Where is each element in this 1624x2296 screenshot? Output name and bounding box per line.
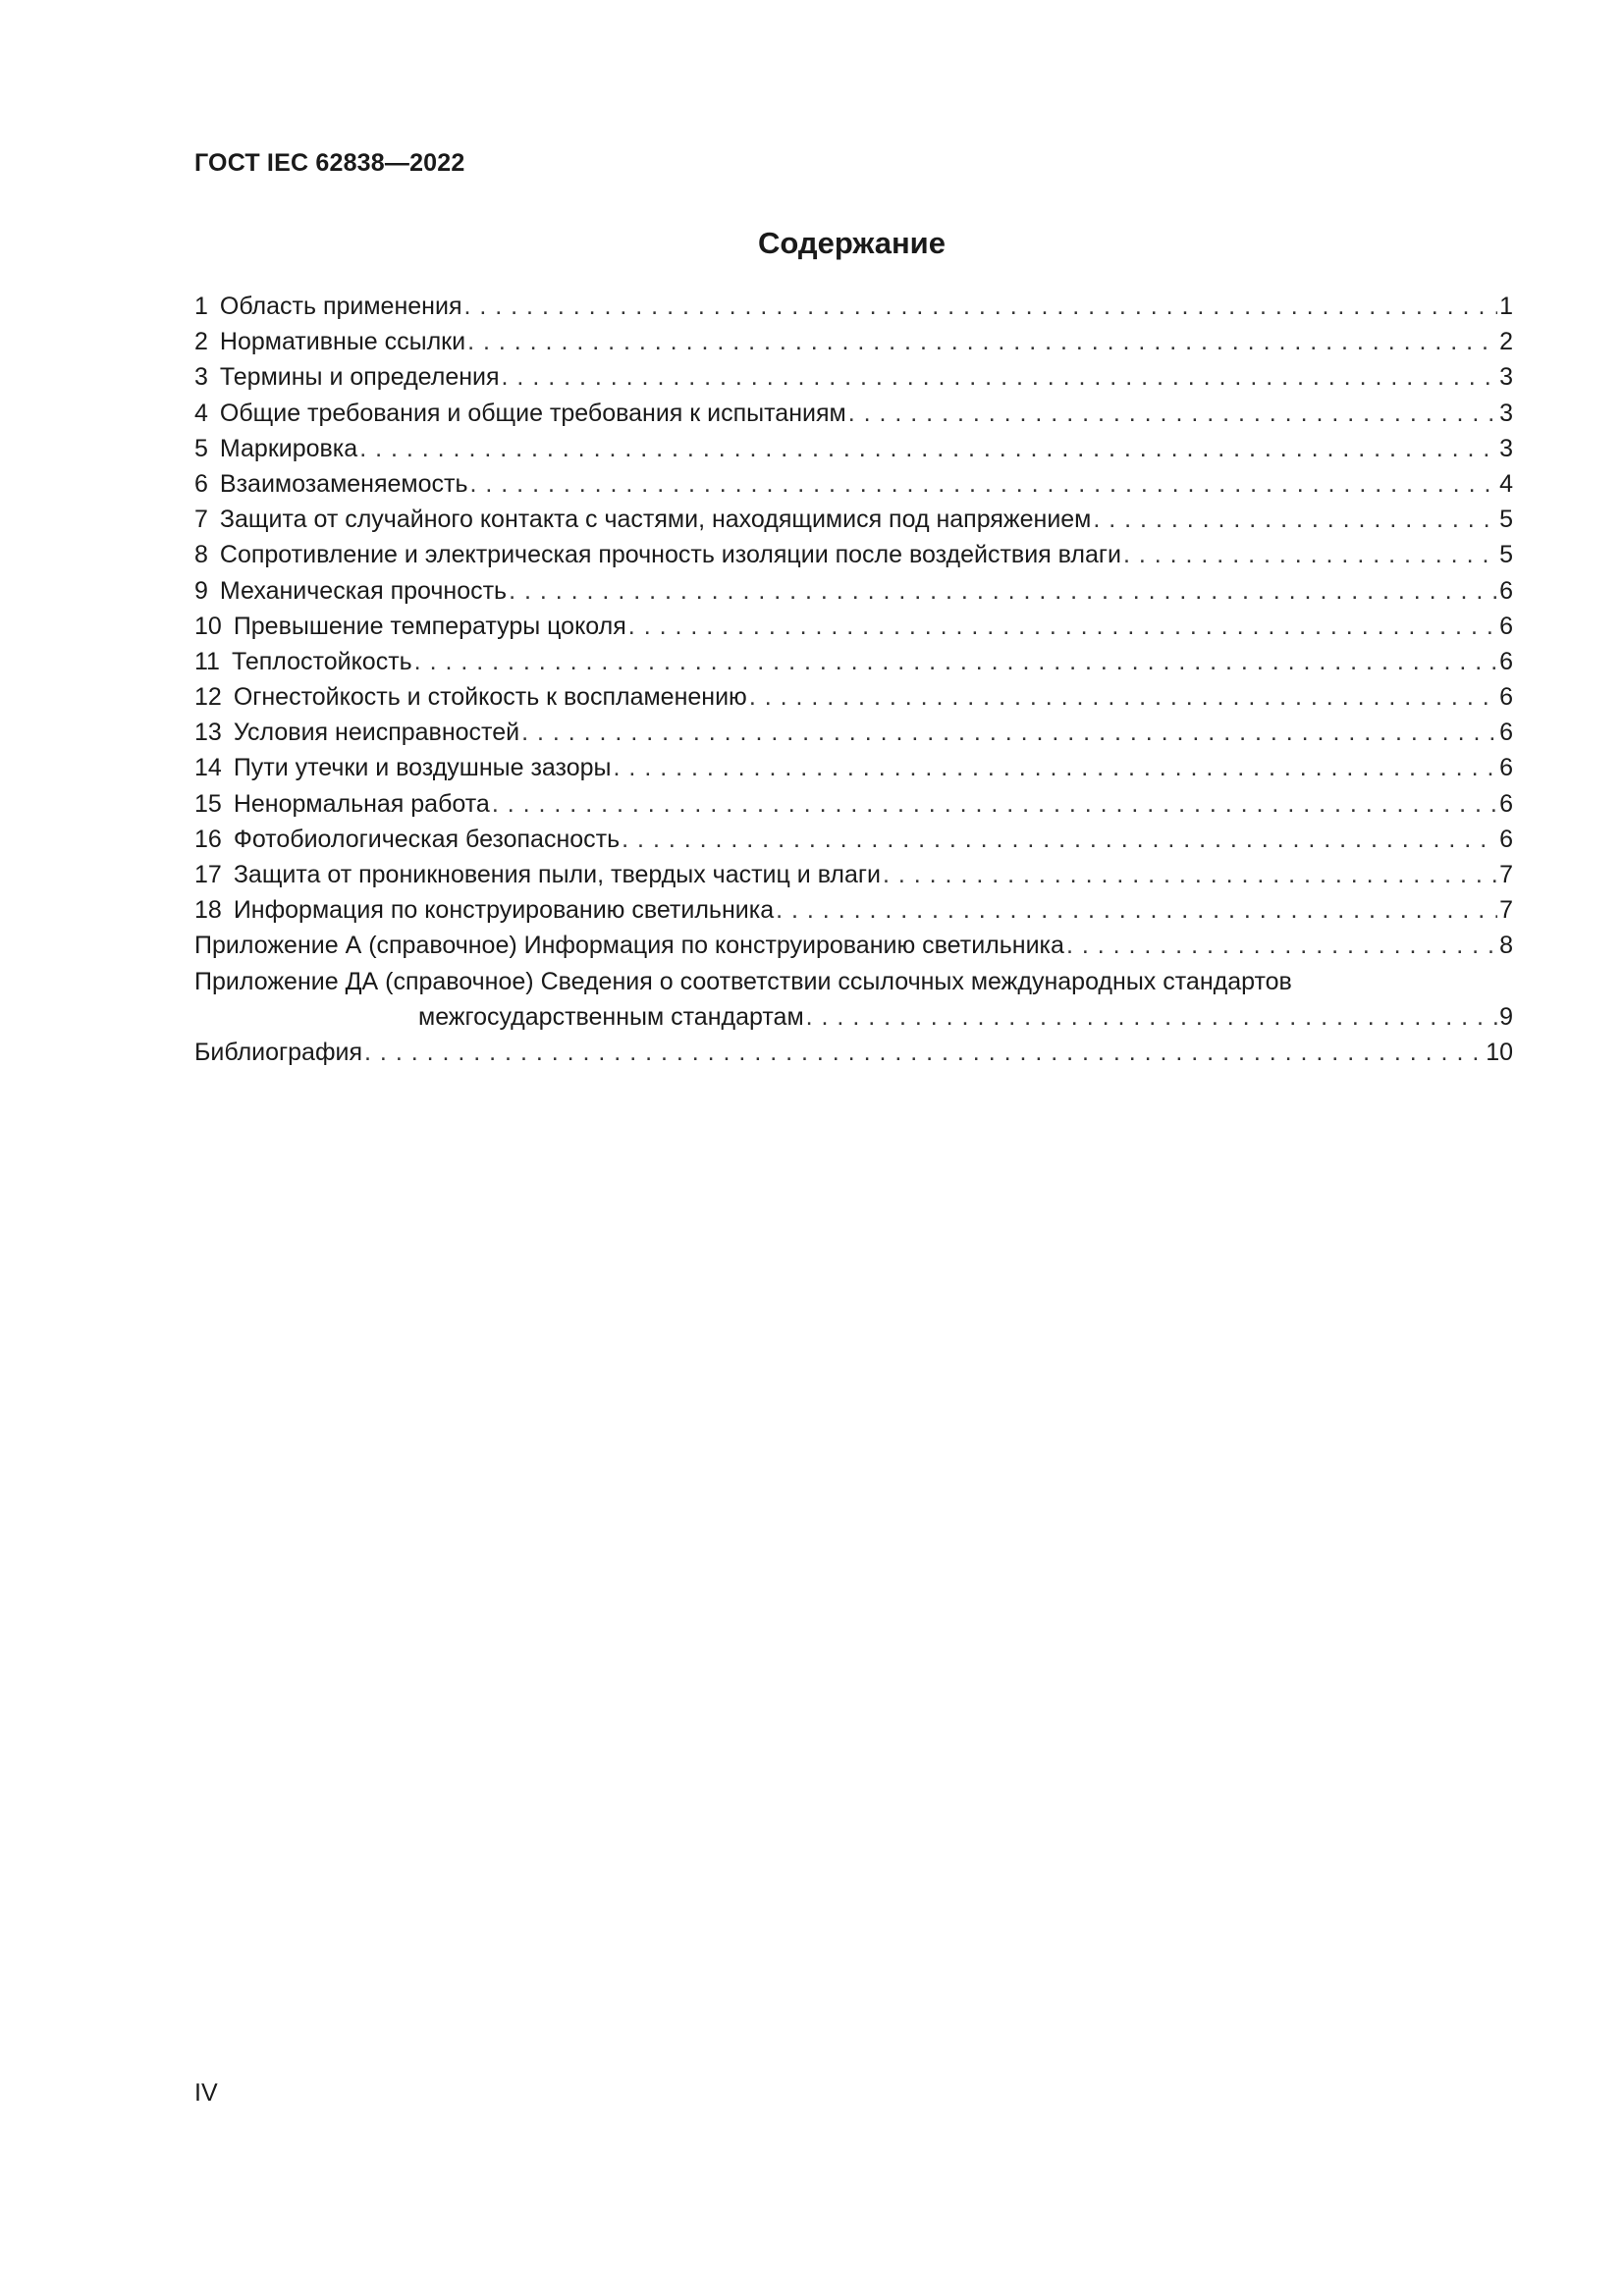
toc-entry-number: 16 xyxy=(194,825,222,853)
toc-entry-page: 6 xyxy=(1499,576,1513,605)
toc-entry-label: Термины и определения xyxy=(219,363,500,392)
toc-entry-number: 13 xyxy=(194,719,222,747)
toc-entry-label: Библиография xyxy=(194,1038,363,1066)
toc-entry-page: 6 xyxy=(1499,789,1513,818)
leader-dots xyxy=(502,359,1498,395)
toc-entry-page: 6 xyxy=(1499,612,1513,640)
toc-entry-page: 3 xyxy=(1499,363,1513,392)
toc-entry-number: 12 xyxy=(194,683,222,712)
toc-entry[interactable] xyxy=(194,750,1513,785)
toc-entry-page: 5 xyxy=(1499,541,1513,569)
toc-entry-label: Превышение температуры цоколя xyxy=(233,612,626,640)
toc-entry-label-continued: межгосударственным стандартам xyxy=(418,1002,804,1031)
toc-entry-label: Область применения xyxy=(219,293,462,320)
toc-entry[interactable] xyxy=(194,644,1513,679)
leader-dots xyxy=(614,750,1498,785)
toc-entry[interactable] xyxy=(194,502,1513,537)
toc-entry[interactable] xyxy=(194,537,1513,572)
toc-entry-page: 6 xyxy=(1499,647,1513,675)
leader-dots xyxy=(622,822,1497,857)
toc-entry[interactable] xyxy=(194,715,1513,750)
toc-entry-label: Маркировка xyxy=(219,434,358,462)
leader-dots xyxy=(628,609,1497,644)
leader-dots xyxy=(1123,537,1497,572)
toc-entry-label: Огнестойкость и стойкость к воспламенению xyxy=(233,683,747,712)
leader-dots xyxy=(749,679,1497,715)
toc-entry-number: 2 xyxy=(194,328,208,356)
toc-title: Содержание xyxy=(758,226,946,260)
toc-entry-number: 15 xyxy=(194,789,222,818)
toc-entry-number: 8 xyxy=(194,541,208,569)
toc-entry-number: 9 xyxy=(194,576,208,605)
toc-entry-page: 6 xyxy=(1499,754,1513,782)
toc-entry-label: Приложение ДА (справочное) Сведения о соответствии ссылочных международных стандартов xyxy=(194,967,1292,995)
toc-entry[interactable] xyxy=(194,786,1513,822)
toc-entry[interactable] xyxy=(194,892,1513,928)
toc-entry-number: 6 xyxy=(194,469,208,498)
toc-entry[interactable] xyxy=(194,857,1513,892)
toc-entry-number: 3 xyxy=(194,363,208,392)
toc-entry-page: 3 xyxy=(1499,399,1513,427)
toc-entry-number: 14 xyxy=(194,754,222,782)
toc-entry-number: 7 xyxy=(194,506,208,534)
toc-entry-number: 4 xyxy=(194,399,208,427)
table-of-contents xyxy=(194,289,1513,1070)
leader-dots xyxy=(414,644,1497,679)
leader-dots xyxy=(521,715,1497,750)
toc-entry-number: 10 xyxy=(194,612,222,640)
toc-entry-page: 6 xyxy=(1499,825,1513,853)
toc-entry[interactable] xyxy=(194,609,1513,644)
toc-entry[interactable] xyxy=(194,466,1513,502)
toc-entry-label: Приложение А (справочное) Информация по конструированию светильника xyxy=(194,932,1064,960)
toc-entry-number: 17 xyxy=(194,861,222,888)
toc-entry-page: 7 xyxy=(1499,861,1513,888)
toc-entry-page: 7 xyxy=(1499,896,1513,925)
leader-dots xyxy=(806,999,1497,1035)
leader-dots xyxy=(470,466,1498,502)
leader-dots xyxy=(492,786,1497,822)
toc-entry[interactable] xyxy=(194,573,1513,609)
toc-entry-label: Ненормальная работа xyxy=(233,789,490,818)
leader-dots xyxy=(509,573,1497,609)
toc-entry-page: 3 xyxy=(1499,434,1513,462)
leader-dots xyxy=(463,289,1497,324)
toc-entry[interactable] xyxy=(194,822,1513,857)
toc-entry-annex-da-line1[interactable] xyxy=(194,964,1513,999)
toc-entry[interactable] xyxy=(194,431,1513,466)
toc-entry-label: Теплостойкость xyxy=(231,647,412,675)
toc-entry-number: 1 xyxy=(194,293,208,320)
toc-entry-page: 6 xyxy=(1499,719,1513,747)
toc-entry-label: Взаимозаменяемость xyxy=(219,469,468,498)
toc-entry-bibliography[interactable] xyxy=(194,1035,1513,1070)
toc-entry-page: 5 xyxy=(1499,506,1513,534)
leader-dots xyxy=(776,892,1497,928)
toc-entry-label: Общие требования и общие требования к испытаниям xyxy=(219,399,846,427)
toc-entry-number: 11 xyxy=(194,647,220,675)
toc-entry-number: 5 xyxy=(194,434,208,462)
toc-entry-label: Механическая прочность xyxy=(219,576,508,605)
toc-entry-label: Фотобиологическая безопасность xyxy=(233,825,621,853)
toc-entry-annex-a[interactable] xyxy=(194,928,1513,963)
toc-entry-label: Сопротивление и электрическая прочность изоляции после воздействия влаги xyxy=(219,541,1121,569)
leader-dots xyxy=(359,431,1497,466)
leader-dots xyxy=(848,396,1497,431)
toc-entry-page: 10 xyxy=(1486,1038,1513,1066)
toc-entry[interactable] xyxy=(194,359,1513,395)
leader-dots xyxy=(364,1035,1484,1070)
page-number: IV xyxy=(194,2079,218,2107)
toc-entry-label: Условия неисправностей xyxy=(233,719,520,747)
toc-entry-page: 9 xyxy=(1499,1002,1513,1031)
toc-entry-label: Защита от проникновения пыли, твердых частиц и влаги xyxy=(233,861,881,888)
leader-dots xyxy=(1066,928,1497,963)
toc-entry-number: 18 xyxy=(194,896,222,925)
toc-entry[interactable] xyxy=(194,396,1513,431)
toc-entry-label: Защита от случайного контакта с частями, находящимися под напряжением xyxy=(219,506,1092,534)
toc-entry-label: Информация по конструированию светильника xyxy=(233,896,775,925)
toc-entry[interactable] xyxy=(194,679,1513,715)
leader-dots xyxy=(883,857,1497,892)
toc-entry-page: 4 xyxy=(1499,469,1513,498)
leader-dots xyxy=(1093,502,1497,537)
document-code-header: ГОСТ IEC 62838—2022 xyxy=(194,149,465,177)
toc-entry-label: Нормативные ссылки xyxy=(219,328,466,356)
toc-entry-page: 8 xyxy=(1499,932,1513,960)
toc-entry-page: 1 xyxy=(1499,293,1513,320)
leader-dots xyxy=(467,324,1497,359)
toc-entry-label: Пути утечки и воздушные зазоры xyxy=(233,754,612,782)
toc-entry[interactable] xyxy=(194,324,1513,359)
toc-entry-page: 2 xyxy=(1499,328,1513,356)
toc-entry-annex-da-line2[interactable] xyxy=(194,999,1513,1035)
toc-entry[interactable] xyxy=(194,289,1513,324)
toc-entry-page: 6 xyxy=(1499,683,1513,712)
